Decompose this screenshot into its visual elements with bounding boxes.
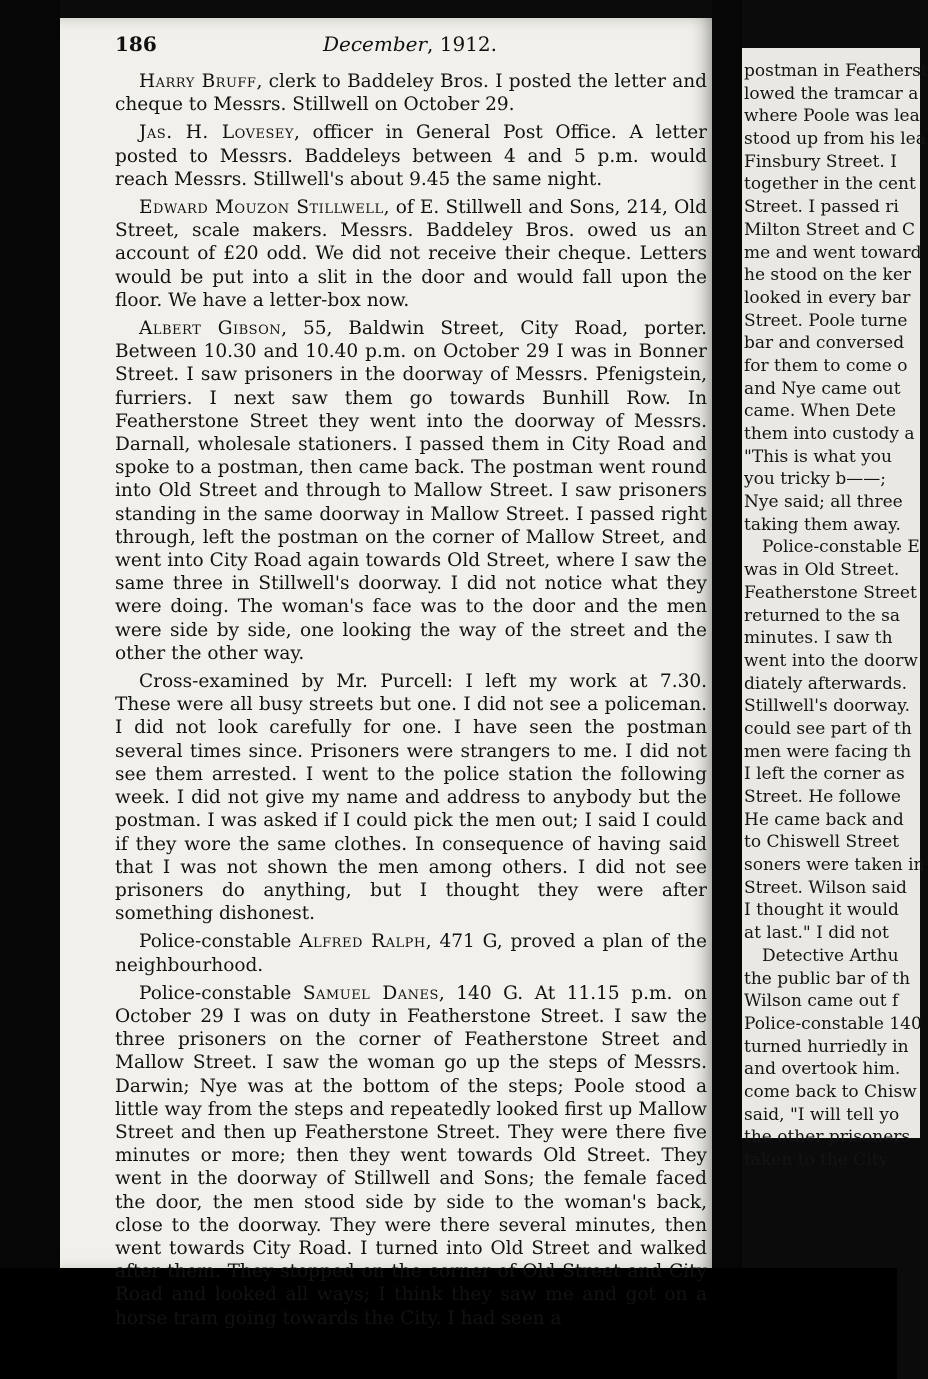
- testimony-text: , clerk to Baddeley Bros. I posted the letter and cheque to Messrs. Stillwell on October 29.: [115, 71, 707, 116]
- right-column-line: soners were taken in: [744, 855, 925, 876]
- right-column-line: together in the cent: [744, 174, 916, 195]
- right-column-line: Wilson came out f: [744, 991, 899, 1012]
- right-column-line: the other prisoners: [744, 1127, 911, 1148]
- right-column-line: lowed the tramcar a: [744, 83, 919, 104]
- right-column-line: Street. He followe: [744, 787, 901, 807]
- right-column-line: turned hurriedly in: [744, 1036, 909, 1057]
- right-column-line: looked in every bar: [744, 287, 911, 308]
- right-column-line: Finsbury Street. I: [744, 151, 897, 172]
- right-column-line: Stillwell's doorway.: [744, 696, 910, 717]
- right-column-line: returned to the sa: [744, 605, 900, 626]
- right-column-line: he stood on the ker: [744, 265, 912, 286]
- rank-prefix: Police-constable: [139, 931, 300, 953]
- right-column-line: I left the corner as: [744, 764, 905, 785]
- right-column-line: them into custody a: [744, 424, 915, 444]
- right-column-line: Nye said; all three: [744, 492, 903, 513]
- witness-name: Alfred Ralph: [299, 931, 426, 953]
- paragraph-bruff: [115, 70, 707, 116]
- right-column-line: diately afterwards.: [744, 673, 908, 694]
- right-column-line: bar and conversed: [744, 333, 905, 354]
- testimony-text: , 55, Baldwin Street, City Road, porter. Between 10.30 and 10.40 p.m. on October 29 I was in Bonner Street. I saw prisoners in the doorway of Messrs. Pfenigstein, furriers. I next saw them go towards Bunhill Row. In Featherstone Street they went into the doorway of Messrs. Darnall, wholesale stationers. I passed them in City Road and spoke to a postman, then came back. The postman went round into Old Street and through to Mallow Street. I saw prisoners standing in the same doorway in Mallow Street. I passed right through, left the postman on the corner of Mallow Street, and went into City Road again towards Old Street, where I saw the same three in Stillwell's doorway. I did not notice what they were doing. The woman's face was to the door and the men were side by side, one looking the way of the street and the other the other way.: [115, 318, 707, 664]
- paragraph-danes: [115, 982, 707, 1330]
- paragraph-ralph: [115, 930, 707, 976]
- right-column-line: for them to come o: [744, 355, 908, 376]
- right-column-line: could see part of th: [744, 718, 912, 739]
- right-column-line: me and went toward: [744, 242, 922, 263]
- right-column-line: and Nye came out: [744, 378, 901, 399]
- right-column-line: postman in Featherst: [744, 61, 928, 81]
- rank-prefix: Police-constable: [139, 982, 303, 1004]
- paragraph-stillwell: [115, 196, 707, 312]
- witness-name: Samuel Danes: [302, 982, 439, 1004]
- testimony-text: , of E. Stillwell and Sons, 214, Old Street, scale makers. Messrs. Baddeley Bros. owed us an account of £20 odd. We did not receive their cheque. Letters would be put into a slit in the door and would fall upon the floor. We have a letter-box now.: [115, 197, 707, 311]
- header-month: December: [322, 32, 428, 56]
- witness-name: Albert Gibson: [139, 318, 282, 340]
- witness-name: Harry Bruff: [139, 71, 257, 92]
- right-column-line: "This is what you: [744, 446, 892, 467]
- right-column-line: stood up from his lea: [744, 129, 926, 150]
- right-column-line: Milton Street and C: [744, 219, 916, 240]
- right-column-line: Street. Wilson said: [744, 877, 907, 898]
- right-column-line: and overtook him.: [744, 1059, 901, 1080]
- right-column-line: was in Old Street.: [744, 560, 900, 581]
- paragraph-lovesey: [115, 121, 707, 191]
- testimony-text: , 140 G. At 11.15 p.m. on October 29 I was on duty in Featherstone Street. I saw the three prisoners on the corner of Featherstone Street and Mallow Street. I saw the woman go up the steps of Messrs. Darwin; Nye was at the bottom of the steps; Poole stood a little way from the steps and repeatedly looked first up Mallow Street and then up Featherstone Street. They were there five minutes or more; then they went towards Old Street. They went in the doorway of Stillwell and Sons; the female faced the door, the men stood side by side to the woman's back, close to the doorway. They were there several minutes, then went towards City Road. I turned into Old Street and walked after them. They stopped on the corner of Old Street and City Road and looked all ways; I think they saw me and got on a horse tram going towards the City. I had seen a: [115, 982, 707, 1329]
- left-column-text: [115, 70, 707, 1335]
- book-gutter: [712, 0, 742, 1379]
- running-header: [115, 32, 705, 62]
- right-column-line: went into the doorw: [744, 650, 918, 671]
- right-column-line: said, "I will tell yo: [744, 1104, 900, 1125]
- right-column-line: to Chiswell Street: [744, 832, 900, 853]
- right-column-line: minutes. I saw th: [744, 628, 893, 649]
- right-column-line: I thought it would: [744, 900, 899, 921]
- right-column-line: taken to the City: [744, 1150, 889, 1170]
- testimony-text: , 471 G, proved a plan of the neighbourhood.: [115, 931, 707, 976]
- testimony-text: Cross-examined by Mr. Purcell: I left my work at 7.30. These were all busy streets but one. I did not see a policeman. I did not look carefully for one. I have seen the postman several times since. Prisoners were strangers to me. I did not see them arrested. I went to the police station the following week. I did not give my name and address to anybody but the postman. I was asked if I could pick the men out; I said I could if they wore the same clothes. In consequence of having said that I was not shown the men among others. I did not see prisoners do anything, but I thought they were after something dishonest.: [115, 671, 707, 925]
- paragraph-gibson: [115, 317, 707, 665]
- right-column-line: at last." I did not: [744, 923, 889, 944]
- testimony-text: , officer in General Post Office. A letter posted to Messrs. Baddeleys between 4 and 5 p.m. would reach Messrs. Stillwell's about 9.45 the same night.: [115, 122, 707, 190]
- right-column-line: Featherstone Street: [744, 582, 917, 603]
- right-column-line: Police-constable E: [762, 537, 920, 558]
- right-column-line: Street. Poole turne: [744, 310, 908, 331]
- page-number: 186: [115, 32, 157, 56]
- header-year: , 1912.: [427, 32, 498, 56]
- right-column-line: men were facing th: [744, 741, 912, 762]
- right-column-line: He came back and: [744, 809, 904, 830]
- right-column-line: came. When Dete: [744, 401, 897, 422]
- paragraph-cross-examination: [115, 670, 707, 925]
- witness-name: Jas. H. Lovesey: [139, 122, 294, 144]
- left-dark-margin: [0, 0, 60, 1379]
- right-column-line: Street. I passed ri: [744, 197, 899, 218]
- right-column-line: where Poole was lea: [744, 106, 920, 127]
- right-column-line: Detective Arthu: [762, 945, 899, 966]
- right-column-line: Police-constable 140: [744, 1013, 922, 1034]
- right-column-line: you tricky b——;: [744, 469, 887, 490]
- right-column-text: [744, 60, 928, 1172]
- right-column-line: the public bar of th: [744, 968, 911, 989]
- witness-name: Edward Mouzon Stillwell: [139, 197, 384, 219]
- right-column-line: come back to Chisw: [744, 1081, 917, 1102]
- header-date: [115, 32, 705, 56]
- right-column-line: taking them away.: [744, 514, 901, 535]
